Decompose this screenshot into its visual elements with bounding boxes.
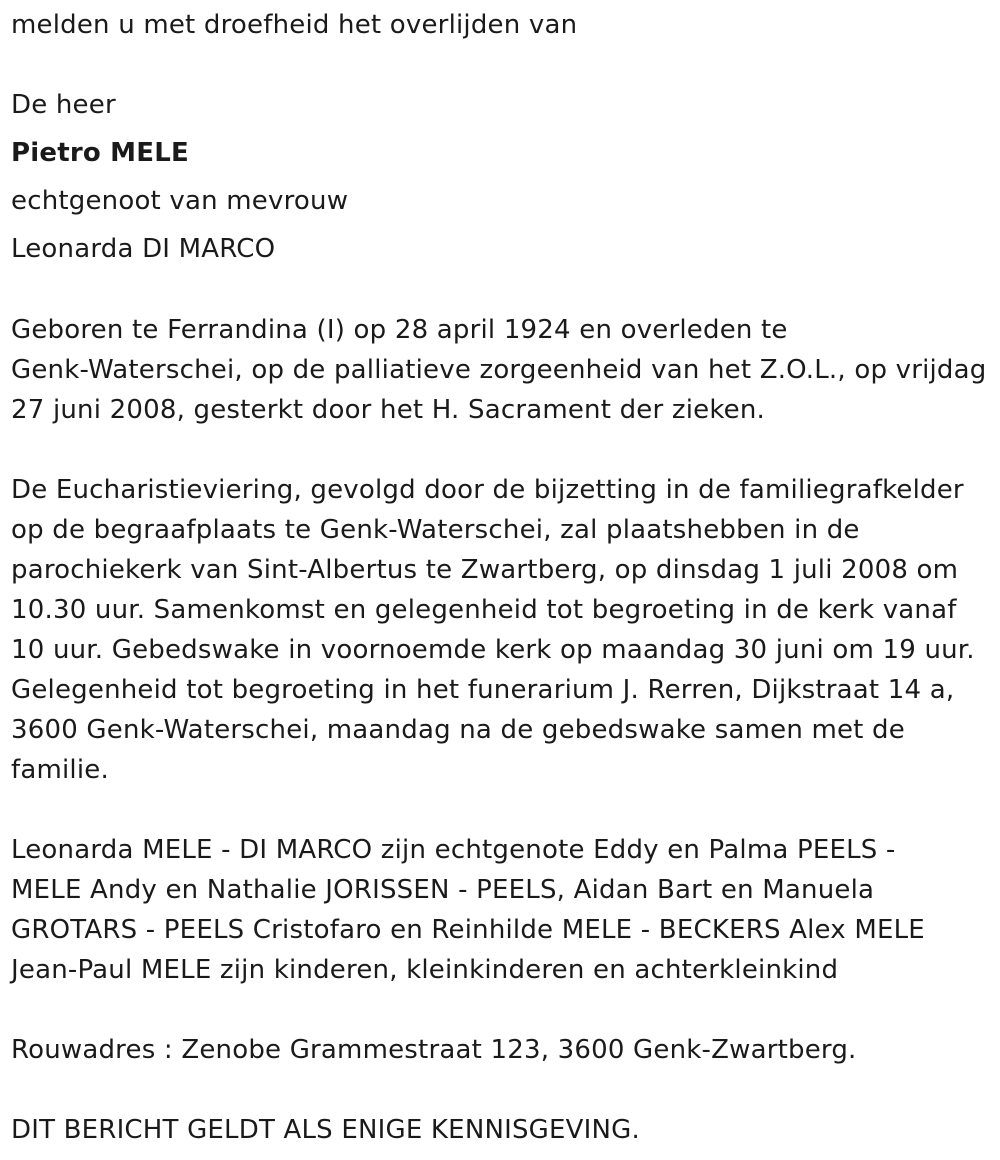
paragraph-line: Jean-Paul MELE zijn kinderen, kleinkinderen en achterkleinkind [11, 955, 839, 985]
paragraph-line: 10 uur. Gebedswake in voornoemde kerk op maandag 30 juni om 19 uur. [11, 635, 975, 665]
birth-death-paragraph [11, 310, 991, 430]
mourning-address [11, 1030, 991, 1070]
paragraph-line: op de begraafplaats te Genk-Waterschei, zal plaatshebben in de [11, 515, 860, 545]
paragraph-line: familie. [11, 755, 109, 785]
family-paragraph [11, 830, 991, 990]
paragraph-line: parochiekerk van Sint-Albertus te Zwartberg, op dinsdag 1 juli 2008 om [11, 555, 959, 585]
intro-text: melden u met droefheid het overlijden van [11, 10, 578, 40]
spouse-label: echtgenoot van mevrouw [11, 186, 349, 216]
paragraph-line: 10.30 uur. Samenkomst en gelegenheid tot begroeting in de kerk vanaf [11, 595, 957, 625]
paragraph-line: 27 juni 2008, gesterkt door het H. Sacrament der zieken. [11, 395, 765, 425]
paragraph-line: Gelegenheid tot begroeting in het funerarium J. Rerren, Dijkstraat 14 a, [11, 675, 955, 705]
ceremony-paragraph [11, 470, 991, 790]
closing-statement [11, 1110, 991, 1150]
paragraph-line: MELE Andy en Nathalie JORISSEN - PEELS, Aidan Bart en Manuela [11, 875, 875, 905]
paragraph-line: De Eucharistieviering, gevolgd door de bijzetting in de familiegrafkelder [11, 475, 964, 505]
spouse-name: Leonarda DI MARCO [11, 234, 276, 264]
closing-line: DIT BERICHT GELDT ALS ENIGE KENNISGEVING. [11, 1115, 640, 1145]
paragraph-line: GROTARS - PEELS Cristofaro en Reinhilde MELE - BECKERS Alex MELE [11, 915, 925, 945]
paragraph-line: Genk-Waterschei, op de palliatieve zorgeenheid van het Z.O.L., op vrijdag [11, 355, 987, 385]
deceased-name: Pietro MELE [11, 138, 189, 168]
deceased-title: De heer [11, 90, 116, 120]
paragraph-line: 3600 Genk-Waterschei, maandag na de gebedswake samen met de [11, 715, 905, 745]
paragraph-line: Leonarda MELE - DI MARCO zijn echtgenote Eddy en Palma PEELS - [11, 835, 896, 865]
paragraph-line: Geboren te Ferrandina (I) op 28 april 1924 en overleden te [11, 315, 788, 345]
address-line: Rouwadres : Zenobe Grammestraat 123, 3600 Genk-Zwartberg. [11, 1035, 857, 1065]
